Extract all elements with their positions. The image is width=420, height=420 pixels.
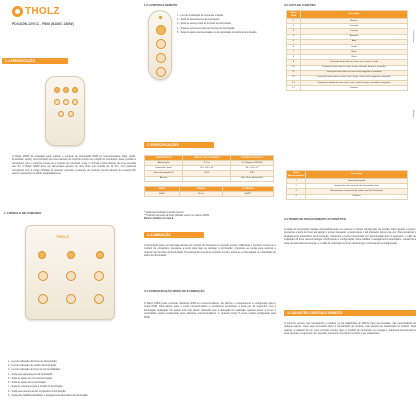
module-led-icon — [96, 251, 104, 259]
table-cell: Transição lenta entre as cores verde, amarelo, laranja e vermelho — [301, 65, 408, 70]
table-cell: 11 — [287, 70, 301, 75]
table-cell: 2 — [287, 184, 306, 189]
section-4-title: 4. CADASTRO CONTROLE REMOTO — [284, 310, 416, 316]
side-label-fixed: Cores Fixas — [411, 30, 414, 43]
list-item: 3 - Led de indicação do timer de forma habilitado; — [8, 368, 61, 372]
module-key-icon — [94, 271, 104, 281]
module-button-icon — [54, 87, 60, 93]
module-button-icon — [63, 99, 69, 105]
module-button-icon — [58, 111, 64, 117]
table-cell: 12 — [287, 75, 301, 80]
note: Mesmo detalhes em item 8. — [144, 218, 174, 221]
side-label-effects: Efeitos — [411, 110, 414, 118]
list-item: 9 - Tecla para habilitar/desabilitar o desligamento automático da iluminação. — [8, 393, 89, 397]
table-cell: Alimentação — [145, 161, 183, 166]
table-cell: Verde — [301, 44, 408, 49]
remote-list — [177, 14, 277, 35]
table-cell: 3 — [287, 29, 301, 34]
module-button-icon — [68, 111, 74, 117]
subsection-function-list: 3.2 LISTA DE FUNÇÕES — [284, 3, 316, 7]
mono-function-table — [286, 170, 408, 200]
spec-notes — [144, 212, 274, 221]
subsection-command-module: 1.1 MÓDULO DE COMANDO — [4, 211, 42, 215]
config-text: O Basic 180W pode controlar refletores RGB ou monocromáticos. De fábrica, o equipamento é configurado para o modo RGB. Para alterar para o modo monocromático e novamente pressionar a tecla por 10 segundos com a iluminação desligada. Os quatro leds irão piscar indicando que a alteração foi realizada, quando piscar 4 vezes o controlador estará configurado para refletores monocromáticos, e, quando piscar 5 vezes estará configurado para RGB. — [144, 302, 276, 319]
table-cell: IP67 — [231, 171, 274, 176]
table-cell: Sequência rápida de cores azul, ciano, verde, laranja, vermelho e magenta — [301, 81, 408, 86]
table-cell: Iluminação com variação de intensidade lenta — [306, 184, 408, 189]
table-cell: 3 — [287, 189, 306, 194]
table-cell: Estático — [301, 86, 408, 91]
timer-text: A saída de iluminação desliga automaticamente ao estourar o tempo configurado na função. Para ajustar o tempo, pressione a tecla do timer até atingir o tempo desejado, a cada toque o led indicador pisca uma vez. Para desativar o desligamento automático da iluminação, mantenha a tecla pressionada por aproximadamente 5 segundos, o LED de indicação do timer deverá desligar confirmando a configuração. Para habilitar o desligamento automático, mantenha a tecla pressionada novamente, e o LED de indicação do timer deverá ligar confirmando a configuração. — [284, 228, 416, 245]
table-header: SAÍDA — [145, 187, 180, 192]
table-cell: 5 — [287, 39, 301, 44]
table-header: Modo RGB — [287, 11, 301, 19]
table-cell: Transição lenta entre as cores azul, magenta e vermelho — [301, 70, 408, 75]
table-cell: 9 — [287, 60, 301, 65]
table-row — [287, 86, 408, 91]
module-key-icon — [94, 294, 104, 304]
column-3 — [280, 0, 420, 420]
column-2 — [140, 0, 280, 420]
table-row — [287, 194, 408, 199]
module-led-icon — [38, 251, 46, 259]
table-cell: Alcance — [145, 176, 183, 181]
list-item: 2 - Tecla de acionamento da iluminação; — [177, 18, 220, 22]
presentation-text: O Basic 180W foi projetado para realizar o controle de iluminação RGB ou monocromática (fitas, perfis, luminárias, spots), sincronizando as cores através do controle remoto ou módulo de comandos. Esse produto é compatível com o controle remoto ou o módulo de comando, onde o controle é feito através de uma conexão sem fio. O Basic 180W deve ser alimentado através de uma fonte com tensão de 12 Vcc, com potência compatível com a carga utilizada. É possível estender o alcance do controle remoto através do receptor RF externo (acessório vendido separadamente). — [12, 155, 136, 175]
list-item: 5 - Tecla de ajuste do nível da iluminação; — [8, 376, 53, 380]
list-item: 1 - Led de sinalização de comando enviado; — [177, 14, 224, 17]
table-cell: 14 — [287, 86, 301, 91]
list-item: 4 - Tecla de retrocesso para as funções de iluminação; — [177, 26, 235, 30]
subsection-config: 3.1 CONFIGURAÇÃO MODO DE ILUMINAÇÃO — [144, 289, 205, 293]
rgb-function-table — [286, 10, 408, 91]
table-cell: 56 x 115 x 27 — [231, 166, 274, 171]
remote-speed-icon — [156, 67, 166, 77]
section-3-title: 3. ILUMINAÇÃO — [144, 232, 204, 238]
remote-power-icon — [156, 25, 166, 35]
logo-icon — [12, 6, 23, 17]
table-cell: 180W** — [223, 192, 274, 197]
list-item: 4 - Tecla para acionamento da iluminação; — [8, 372, 53, 376]
module-led-icon — [67, 251, 75, 259]
note: * Saída para Refletores Anodo Comum. — [144, 212, 185, 214]
section-1-title: 1. APRESENTAÇÃO — [2, 58, 68, 64]
list-item: 5 - Tecla de ajuste da intensidade ou da velocidade do efeito da iluminação. — [177, 30, 258, 34]
list-item: 1 - Led de indicação da forma de alimentação; — [8, 360, 58, 363]
logo-text: THOLZ — [25, 6, 60, 17]
table-header: Descrição — [301, 11, 408, 19]
table-cell: Roxo — [301, 50, 408, 55]
subsection-remote: 1.2 CONTROLE REMOTO — [144, 3, 178, 7]
table-header: TENSÃO — [179, 187, 222, 192]
table-cell: 3 V (Bateria CR2032) — [231, 161, 274, 166]
table-cell: Rosa — [301, 55, 408, 60]
remote-next-icon — [156, 39, 166, 49]
module-button-icon — [63, 87, 69, 93]
table-cell: 7 — [287, 50, 301, 55]
table-cell: Branco — [301, 19, 408, 24]
list-item: 6 - Tecla de ajuste da temporização; — [8, 381, 47, 385]
list-item: 3 - Tecla de avanço para as funções de iluminação; — [177, 22, 232, 26]
table-cell: Iluminação ligada — [306, 179, 408, 184]
table-cell: Azul — [301, 39, 408, 44]
note: ** Potência depende da fonte utilizada, sendo no máximo 180W. — [144, 215, 210, 218]
table-cell: Laranja — [301, 29, 408, 34]
table-cell: Amarelo — [301, 34, 408, 39]
module-key-icon — [38, 294, 48, 304]
table-cell: Vermelho — [301, 24, 408, 29]
table-cell: 6 — [287, 44, 301, 49]
model-title: PDX410N-12VCC - P808 (BASIC 180W) — [12, 22, 74, 26]
list-item: 8 - Tecla para referência dos comandos na iluminação; — [8, 389, 67, 393]
command-module-image-top — [45, 76, 85, 146]
table-cell: IP10 — [183, 171, 231, 176]
subsection-timer: 3.3 TEMPO DE DESLIGAMENTO AUTOMÁTICO — [284, 217, 347, 221]
remote-control-image — [148, 10, 172, 80]
module-logo-text: THOLZ — [56, 234, 70, 239]
table-cell: 4 — [287, 34, 301, 39]
output-table — [144, 186, 274, 197]
table-row — [145, 192, 274, 197]
table-cell: 1 — [287, 179, 306, 184]
table-cell: 91 x 102 x 35 — [183, 166, 231, 171]
table-cell: 2 — [287, 24, 301, 29]
table-cell: - — [183, 176, 231, 181]
illumination-text: A iluminação pode ser acionada através do módulo de comando ou controle remoto. Utilizando o controle remoto ou o módulo de comandos, pressione a tecla para ligar ou desligar a iluminação, pressione as teclas para avançar e regredir nas funções da iluminação. Pressionando a tecla do controle remoto, altera-se a intensidade ou velocidade do efeito da iluminação. — [144, 244, 276, 258]
table-cell: Estático — [306, 194, 408, 199]
table-cell: Transição lenta entre as cores azul, verde, ciano, azul, magenta e vermelho — [301, 75, 408, 80]
table-cell: 10 — [287, 65, 301, 70]
column-1 — [0, 0, 140, 420]
table-cell: Transição lenta entre as cores azul, ciano e verde — [301, 60, 408, 65]
table-cell: 8 — [287, 55, 301, 60]
brand-logo — [12, 5, 60, 19]
table-cell: 20m (Sem obstáculos) — [231, 176, 274, 181]
spec-table — [144, 155, 274, 182]
table-cell: Acionamento sequencial de cada canal de iluminação — [306, 189, 408, 194]
list-item: 2 - Led de indicação do estado da iluminação; — [8, 364, 57, 368]
list-item: 7 - Tecla de referência para a função de iluminação; — [8, 385, 63, 389]
module-button-icon — [72, 87, 78, 93]
command-module-list — [8, 360, 138, 398]
table-cell: Dimensões (mm) — [145, 166, 183, 171]
table-cell: Grau de proteção IP — [145, 171, 183, 176]
table-cell: 4 — [287, 194, 306, 199]
module-key-icon — [66, 294, 76, 304]
table-header: Descrição — [306, 171, 408, 179]
table-cell: RGB* — [145, 192, 180, 197]
table-cell: 12 Vcc — [183, 161, 231, 166]
module-key-icon — [66, 271, 76, 281]
table-header: MÓDULO DE COMANDO — [183, 156, 231, 161]
remote-prev-icon — [156, 53, 166, 63]
table-header: Modo Monocromático — [287, 171, 306, 179]
table-header: CONTROLE REMOTO — [231, 156, 274, 161]
table-row — [145, 176, 274, 181]
table-cell: 1 — [287, 19, 301, 24]
module-button-icon — [72, 99, 78, 105]
table-cell: 13 — [287, 81, 301, 86]
module-button-icon — [54, 99, 60, 105]
command-module-image — [25, 225, 115, 320]
table-header: POTÊNCIA — [223, 187, 274, 192]
table-header: PARÂMETROS — [145, 156, 183, 161]
module-key-icon — [38, 271, 48, 281]
remote-led-icon — [159, 16, 162, 19]
table-cell: 12 Vcc — [179, 192, 222, 197]
section-2-title: 2. ESPECIFICAÇÕES — [144, 142, 214, 148]
register-text: O controle remoto, que acompanha o produto, já sai cadastrado de fábrica para uso imediato, não necessitando de qualquer ajuste. Caso seja necessário fazer a substituição do controle, este deverá ser cadastrado no módulo. Para realizar o cadastro de um novo controle remoto, ligue o módulo de comandos na energia e mantenha pressionada a tecla durante 2 segundos. Em seguida, pressione a tecla do controle a ser cadastrado. — [284, 322, 416, 336]
